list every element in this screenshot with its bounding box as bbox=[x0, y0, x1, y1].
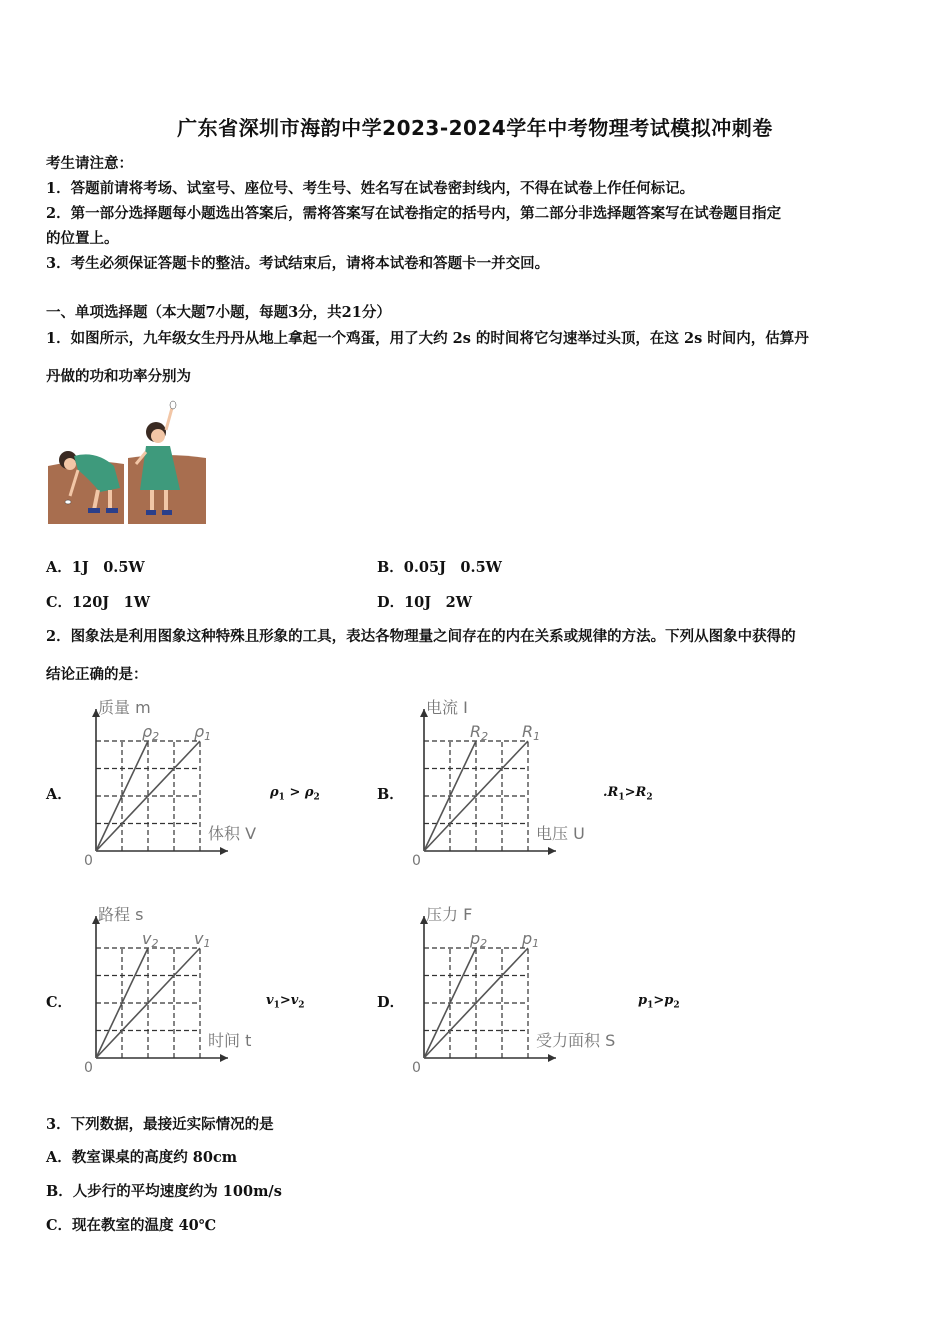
q2-option-d-letter[interactable]: D． bbox=[377, 994, 405, 1011]
steep-line-label: v2 bbox=[142, 929, 159, 950]
section-heading: 一、单项选择题（本大题7小题，每题3分，共21分） bbox=[46, 304, 391, 321]
x-axis-label: 时间 t bbox=[208, 1031, 252, 1050]
q2-graph-a bbox=[76, 693, 276, 873]
x-axis-arrow bbox=[220, 847, 228, 855]
q3-option-a[interactable]: A．教室课桌的高度约 80cm bbox=[46, 1149, 238, 1166]
notice-item-2-cont: 的位置上。 bbox=[46, 230, 119, 247]
x-axis-label: 受力面积 S bbox=[536, 1031, 616, 1050]
q3-stem: 3．下列数据，最接近实际情况的是 bbox=[46, 1116, 274, 1133]
q1-stem-line2: 丹做的功和功率分别为 bbox=[46, 368, 191, 385]
q2-option-d-conclusion: $p_1>p_2$ bbox=[638, 993, 680, 1011]
q2-option-c-letter[interactable]: C． bbox=[46, 994, 73, 1011]
q2-option-a-conclusion: $\rho_1 > \rho_2$ bbox=[270, 785, 320, 803]
q2-option-c-conclusion: $v_1>v_2$ bbox=[266, 993, 305, 1011]
q2-graph-b bbox=[404, 693, 604, 873]
graph-svg bbox=[404, 900, 616, 1080]
y-axis-label: 电流 I bbox=[426, 698, 468, 717]
graph-svg bbox=[404, 693, 604, 873]
q3-option-b[interactable]: B．人步行的平均速度约为 100m/s bbox=[46, 1183, 282, 1200]
y-axis-label: 质量 m bbox=[98, 698, 151, 717]
q2-stem-line1: 2．图象法是利用图象这种特殊且形象的工具，表达各物理量之间存在的内在关系或规律的方法。下列从图象中获得的 bbox=[46, 628, 796, 645]
graph-svg bbox=[76, 900, 276, 1080]
shallow-line-label: v1 bbox=[194, 929, 211, 950]
shallow-line-label: p1 bbox=[522, 929, 540, 950]
q3-option-c[interactable]: C．现在教室的温度 40℃ bbox=[46, 1217, 217, 1234]
x-axis-arrow bbox=[548, 1054, 556, 1062]
q2-option-a-letter[interactable]: A． bbox=[46, 786, 72, 803]
steep-line-label: ρ2 bbox=[142, 722, 160, 743]
y-axis-label: 路程 s bbox=[98, 905, 144, 924]
graph-svg bbox=[76, 693, 276, 873]
q2-option-b-letter[interactable]: B． bbox=[377, 786, 404, 803]
x-axis-label: 电压 U bbox=[536, 824, 585, 843]
q2-graph-d bbox=[404, 900, 616, 1080]
x-axis-label: 体积 V bbox=[208, 824, 257, 843]
q1-option-b[interactable]: B．0.05J 0.5W bbox=[377, 559, 502, 576]
notice-item-1: 1．答题前请将考场、试室号、座位号、考生号、姓名写在试卷密封线内，不得在试卷上作任何标记。 bbox=[46, 180, 695, 197]
q1-option-a[interactable]: A．1J 0.5W bbox=[46, 559, 145, 576]
q1-stem-line1: 1．如图所示，九年级女生丹丹从地上拿起一个鸡蛋，用了大约 2s 的时间将它匀速举过头顶，在这 2s 时间内，估算丹 bbox=[46, 330, 809, 347]
shallow-line-label: ρ1 bbox=[194, 722, 212, 743]
x-axis-arrow bbox=[548, 847, 556, 855]
q1-illustration bbox=[48, 398, 206, 524]
steep-line-label: p2 bbox=[470, 929, 488, 950]
q2-graph-c bbox=[76, 900, 276, 1080]
q2-option-b-conclusion: $.R_1>R_2$ bbox=[603, 785, 653, 803]
origin-label: 0 bbox=[84, 1060, 93, 1076]
origin-label: 0 bbox=[412, 853, 421, 869]
q1-option-d[interactable]: D．10J 2W bbox=[377, 594, 472, 611]
q2-stem-line2: 结论正确的是： bbox=[46, 666, 148, 683]
page-title: 广东省深圳市海韵中学2023-2024学年中考物理考试模拟冲刺卷 bbox=[177, 116, 773, 140]
x-axis-arrow bbox=[220, 1054, 228, 1062]
y-axis-label: 压力 F bbox=[426, 905, 473, 924]
origin-label: 0 bbox=[84, 853, 93, 869]
origin-label: 0 bbox=[412, 1060, 421, 1076]
notice-item-2: 2．第一部分选择题每小题选出答案后，需将答案写在试卷指定的括号内，第二部分非选择题答案写在试卷题目指定 bbox=[46, 205, 782, 222]
steep-line-label: R2 bbox=[470, 722, 489, 743]
q1-option-c[interactable]: C．120J 1W bbox=[46, 594, 151, 611]
notice-item-3: 3．考生必须保证答题卡的整洁。考试结束后，请将本试卷和答题卡一并交回。 bbox=[46, 255, 550, 272]
notice-heading: 考生请注意： bbox=[46, 155, 133, 172]
shallow-line-label: R1 bbox=[522, 722, 541, 743]
